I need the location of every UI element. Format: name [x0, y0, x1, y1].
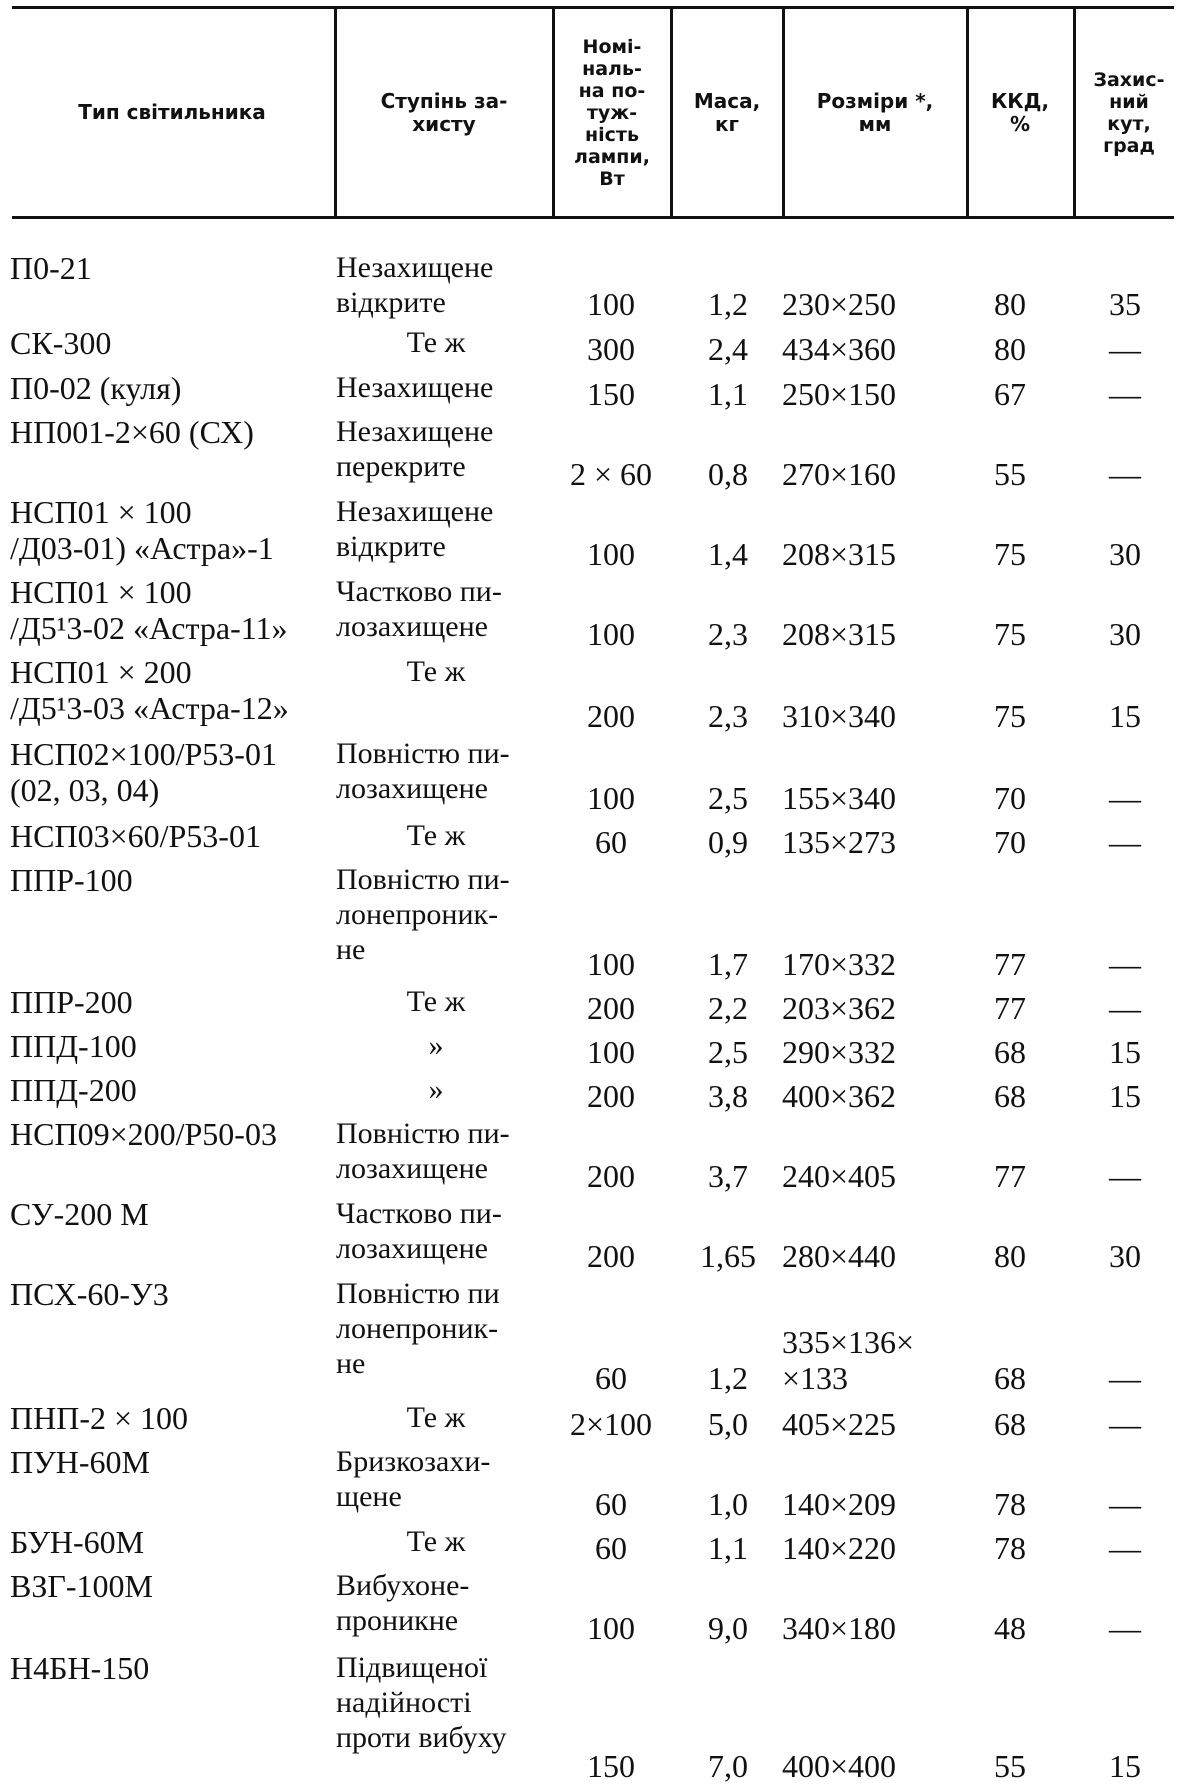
cell-efficiency: 78 — [994, 1530, 1026, 1566]
table-row — [0, 414, 1186, 492]
header-mass: Маса, кг — [693, 88, 761, 136]
cell-power: 100 — [587, 1610, 635, 1646]
cell-size: 208×315 — [782, 536, 897, 572]
cell-efficiency: 80 — [994, 1238, 1026, 1274]
cell-efficiency: 75 — [994, 536, 1026, 572]
cell-mass: 1,0 — [708, 1486, 748, 1522]
cell-size: 170×332 — [782, 946, 897, 982]
header-power: Номі- наль- на по- туж- ність лампи, Вт — [574, 35, 650, 190]
cell-protection: Незахищене відкрите — [336, 251, 494, 319]
cell-size: 400×362 — [782, 1078, 897, 1114]
header-bottom-rule — [12, 216, 1174, 219]
cell-protection: Вибухоне- проникне — [336, 1569, 470, 1637]
cell-angle: — — [1109, 1158, 1141, 1194]
cell-type: П0-02 (куля) — [10, 370, 182, 406]
header-protection: Ступінь за- хисту — [380, 88, 508, 136]
cell-angle: — — [1109, 376, 1141, 412]
cell-protection: Частково пи- лозахищене — [336, 575, 502, 643]
cell-type: ПНП-2 × 100 — [10, 1400, 189, 1436]
cell-power: 200 — [587, 1158, 635, 1194]
cell-size: 208×315 — [782, 616, 897, 652]
cell-protection: Бризкозахи- щене — [336, 1445, 491, 1513]
cell-power: 150 — [587, 1748, 635, 1784]
cell-type: Н4БН-150 — [10, 1650, 150, 1686]
table-row — [0, 250, 1186, 322]
cell-power: 300 — [587, 331, 635, 367]
table-row — [0, 1444, 1186, 1522]
cell-type: БУН-60М — [10, 1524, 145, 1560]
cell-power: 100 — [587, 286, 635, 322]
cell-protection: Незахищене — [336, 371, 494, 404]
table-row — [0, 1400, 1186, 1442]
cell-angle: 15 — [1109, 1748, 1141, 1784]
cell-power: 100 — [587, 536, 635, 572]
cell-mass: 0,8 — [708, 456, 748, 492]
cell-protection: Те ж — [406, 326, 466, 359]
cell-protection: Незахищене відкрите — [336, 495, 494, 563]
cell-angle: 30 — [1109, 536, 1141, 572]
cell-size: 290×332 — [782, 1034, 897, 1070]
cell-angle: — — [1109, 1486, 1141, 1522]
cell-power: 60 — [595, 824, 627, 860]
cell-mass: 2,5 — [708, 780, 748, 816]
table-row — [0, 1568, 1186, 1646]
header-size: Розміри *, мм — [816, 88, 934, 136]
cell-size: 340×180 — [782, 1610, 897, 1646]
cell-angle: — — [1109, 1360, 1141, 1396]
table-row — [0, 984, 1186, 1026]
cell-angle: — — [1109, 331, 1141, 367]
cell-mass: 2,4 — [708, 331, 748, 367]
cell-size: 203×362 — [782, 990, 897, 1026]
cell-protection: » — [428, 1029, 444, 1062]
cell-mass: 1,2 — [708, 1360, 748, 1396]
cell-size: 405×225 — [782, 1406, 897, 1442]
table-row — [0, 1116, 1186, 1194]
table-row — [0, 574, 1186, 652]
table-row — [0, 1524, 1186, 1566]
cell-protection: Те ж — [406, 819, 466, 852]
cell-type: НСП09×200/Р50-03 — [10, 1116, 277, 1152]
cell-type: СК-300 — [10, 325, 112, 361]
cell-type: НСП01 × 100 /Д5¹3-02 «Астра-11» — [10, 574, 288, 646]
cell-power: 200 — [587, 990, 635, 1026]
table-row — [0, 494, 1186, 572]
cell-mass: 9,0 — [708, 1610, 748, 1646]
cell-efficiency: 80 — [994, 331, 1026, 367]
cell-efficiency: 70 — [994, 824, 1026, 860]
cell-angle: 15 — [1109, 698, 1141, 734]
cell-mass: 2,3 — [708, 698, 748, 734]
cell-protection: » — [428, 1073, 444, 1106]
column-divider — [334, 9, 337, 216]
cell-type: ПУН-60М — [10, 1444, 150, 1480]
cell-type: ППР-100 — [10, 862, 133, 898]
cell-protection: Незахищене перекрите — [336, 415, 494, 483]
table-row — [0, 862, 1186, 982]
table-row — [0, 1650, 1186, 1784]
cell-angle: — — [1109, 990, 1141, 1026]
cell-angle: — — [1109, 780, 1141, 816]
cell-efficiency: 77 — [994, 1158, 1026, 1194]
cell-power: 60 — [595, 1486, 627, 1522]
header-angle: Захис- ний кут, град — [1093, 68, 1165, 157]
cell-power: 60 — [595, 1530, 627, 1566]
cell-type: НСП03×60/Р53-01 — [10, 818, 261, 854]
cell-type: НСП02×100/Р53-01 (02, 03, 04) — [10, 736, 277, 808]
cell-protection: Повністю пи- лонепроник- не — [336, 863, 510, 966]
cell-mass: 1,1 — [708, 376, 748, 412]
cell-efficiency: 70 — [994, 780, 1026, 816]
cell-protection: Те ж — [406, 1525, 466, 1558]
cell-size: 250×150 — [782, 376, 897, 412]
cell-power: 60 — [595, 1360, 627, 1396]
cell-efficiency: 75 — [994, 698, 1026, 734]
cell-mass: 1,1 — [708, 1530, 748, 1566]
cell-power: 2×100 — [569, 1406, 653, 1442]
cell-angle: 15 — [1109, 1034, 1141, 1070]
table-row — [0, 325, 1186, 367]
cell-efficiency: 68 — [994, 1360, 1026, 1396]
cell-angle: — — [1109, 1530, 1141, 1566]
cell-angle: — — [1109, 824, 1141, 860]
cell-mass: 2,5 — [708, 1034, 748, 1070]
cell-angle: 35 — [1109, 286, 1141, 322]
cell-mass: 2,3 — [708, 616, 748, 652]
cell-power: 100 — [587, 1034, 635, 1070]
cell-efficiency: 78 — [994, 1486, 1026, 1522]
cell-size: 230×250 — [782, 286, 897, 322]
cell-angle: 30 — [1109, 1238, 1141, 1274]
column-divider — [552, 9, 555, 216]
cell-protection: Повністю пи- лозахищене — [336, 737, 510, 805]
cell-mass: 0,9 — [708, 824, 748, 860]
table-row — [0, 736, 1186, 816]
cell-type: ППР-200 — [10, 984, 133, 1020]
header-type: Тип світильника — [78, 100, 266, 124]
cell-power: 150 — [587, 376, 635, 412]
cell-angle: 30 — [1109, 616, 1141, 652]
cell-type: НСП01 × 200 /Д5¹3-03 «Астра-12» — [10, 654, 289, 726]
table-row — [0, 1028, 1186, 1070]
cell-protection: Повністю пи- лозахищене — [336, 1117, 510, 1185]
cell-type: ППД-200 — [10, 1072, 137, 1108]
table-row — [0, 1196, 1186, 1274]
cell-power: 200 — [587, 1078, 635, 1114]
cell-type: СУ-200 М — [10, 1196, 149, 1232]
column-divider — [966, 9, 969, 216]
cell-efficiency: 68 — [994, 1034, 1026, 1070]
cell-efficiency: 80 — [994, 286, 1026, 322]
cell-power: 200 — [587, 698, 635, 734]
cell-efficiency: 67 — [994, 376, 1026, 412]
cell-efficiency: 68 — [994, 1078, 1026, 1114]
cell-type: П0-21 — [10, 250, 92, 286]
cell-mass: 7,0 — [708, 1748, 748, 1784]
cell-mass: 1,4 — [708, 536, 748, 572]
cell-efficiency: 75 — [994, 616, 1026, 652]
cell-size: 310×340 — [782, 698, 897, 734]
cell-power: 200 — [587, 1238, 635, 1274]
column-divider — [1073, 9, 1076, 216]
cell-size: 140×220 — [782, 1530, 897, 1566]
cell-protection: Підвищеної надійності проти вибуху — [336, 1651, 507, 1754]
cell-angle: — — [1109, 1610, 1141, 1646]
cell-mass: 2,2 — [708, 990, 748, 1026]
table-row — [0, 1276, 1186, 1396]
cell-angle: — — [1109, 1406, 1141, 1442]
table-row — [0, 818, 1186, 860]
header-efficiency: ККД, % — [990, 88, 1050, 136]
cell-efficiency: 77 — [994, 990, 1026, 1026]
cell-power: 100 — [587, 946, 635, 982]
cell-mass: 1,65 — [700, 1238, 756, 1274]
cell-angle: — — [1109, 946, 1141, 982]
cell-efficiency: 48 — [994, 1610, 1026, 1646]
cell-size: 140×209 — [782, 1486, 897, 1522]
table-top-rule — [12, 6, 1174, 9]
cell-size: 400×400 — [782, 1748, 897, 1784]
table-row — [0, 1072, 1186, 1114]
cell-power: 100 — [587, 780, 635, 816]
cell-protection: Частково пи- лозахищене — [336, 1197, 502, 1265]
column-divider — [782, 9, 785, 216]
column-divider — [670, 9, 673, 216]
table-row — [0, 370, 1186, 412]
cell-type: ПСХ-60-У3 — [10, 1276, 169, 1312]
cell-protection: Те ж — [406, 655, 466, 688]
cell-efficiency: 77 — [994, 946, 1026, 982]
cell-type: ППД-100 — [10, 1028, 137, 1064]
table-row — [0, 654, 1186, 734]
cell-protection: Повністю пи лонепроник- не — [336, 1277, 500, 1380]
cell-protection: Те ж — [406, 1401, 466, 1434]
cell-mass: 3,8 — [708, 1078, 748, 1114]
cell-efficiency: 55 — [994, 1748, 1026, 1784]
cell-protection: Те ж — [406, 985, 466, 1018]
cell-size: 270×160 — [782, 456, 897, 492]
cell-size: 335×136× ×133 — [782, 1324, 915, 1396]
cell-type: НП001-2×60 (СХ) — [10, 414, 254, 450]
cell-angle: 15 — [1109, 1078, 1141, 1114]
cell-power: 100 — [587, 616, 635, 652]
cell-angle: — — [1109, 456, 1141, 492]
cell-mass: 1,2 — [708, 286, 748, 322]
cell-mass: 3,7 — [708, 1158, 748, 1194]
cell-efficiency: 55 — [994, 456, 1026, 492]
cell-power: 2 × 60 — [569, 456, 653, 492]
cell-size: 240×405 — [782, 1158, 897, 1194]
cell-type: ВЗГ-100М — [10, 1568, 153, 1604]
cell-size: 135×273 — [782, 824, 897, 860]
cell-size: 155×340 — [782, 780, 897, 816]
cell-mass: 1,7 — [708, 946, 748, 982]
cell-mass: 5,0 — [708, 1406, 748, 1442]
cell-type: НСП01 × 100 /Д03-01) «Астра»-1 — [10, 494, 274, 566]
cell-size: 434×360 — [782, 331, 897, 367]
cell-efficiency: 68 — [994, 1406, 1026, 1442]
cell-size: 280×440 — [782, 1238, 897, 1274]
